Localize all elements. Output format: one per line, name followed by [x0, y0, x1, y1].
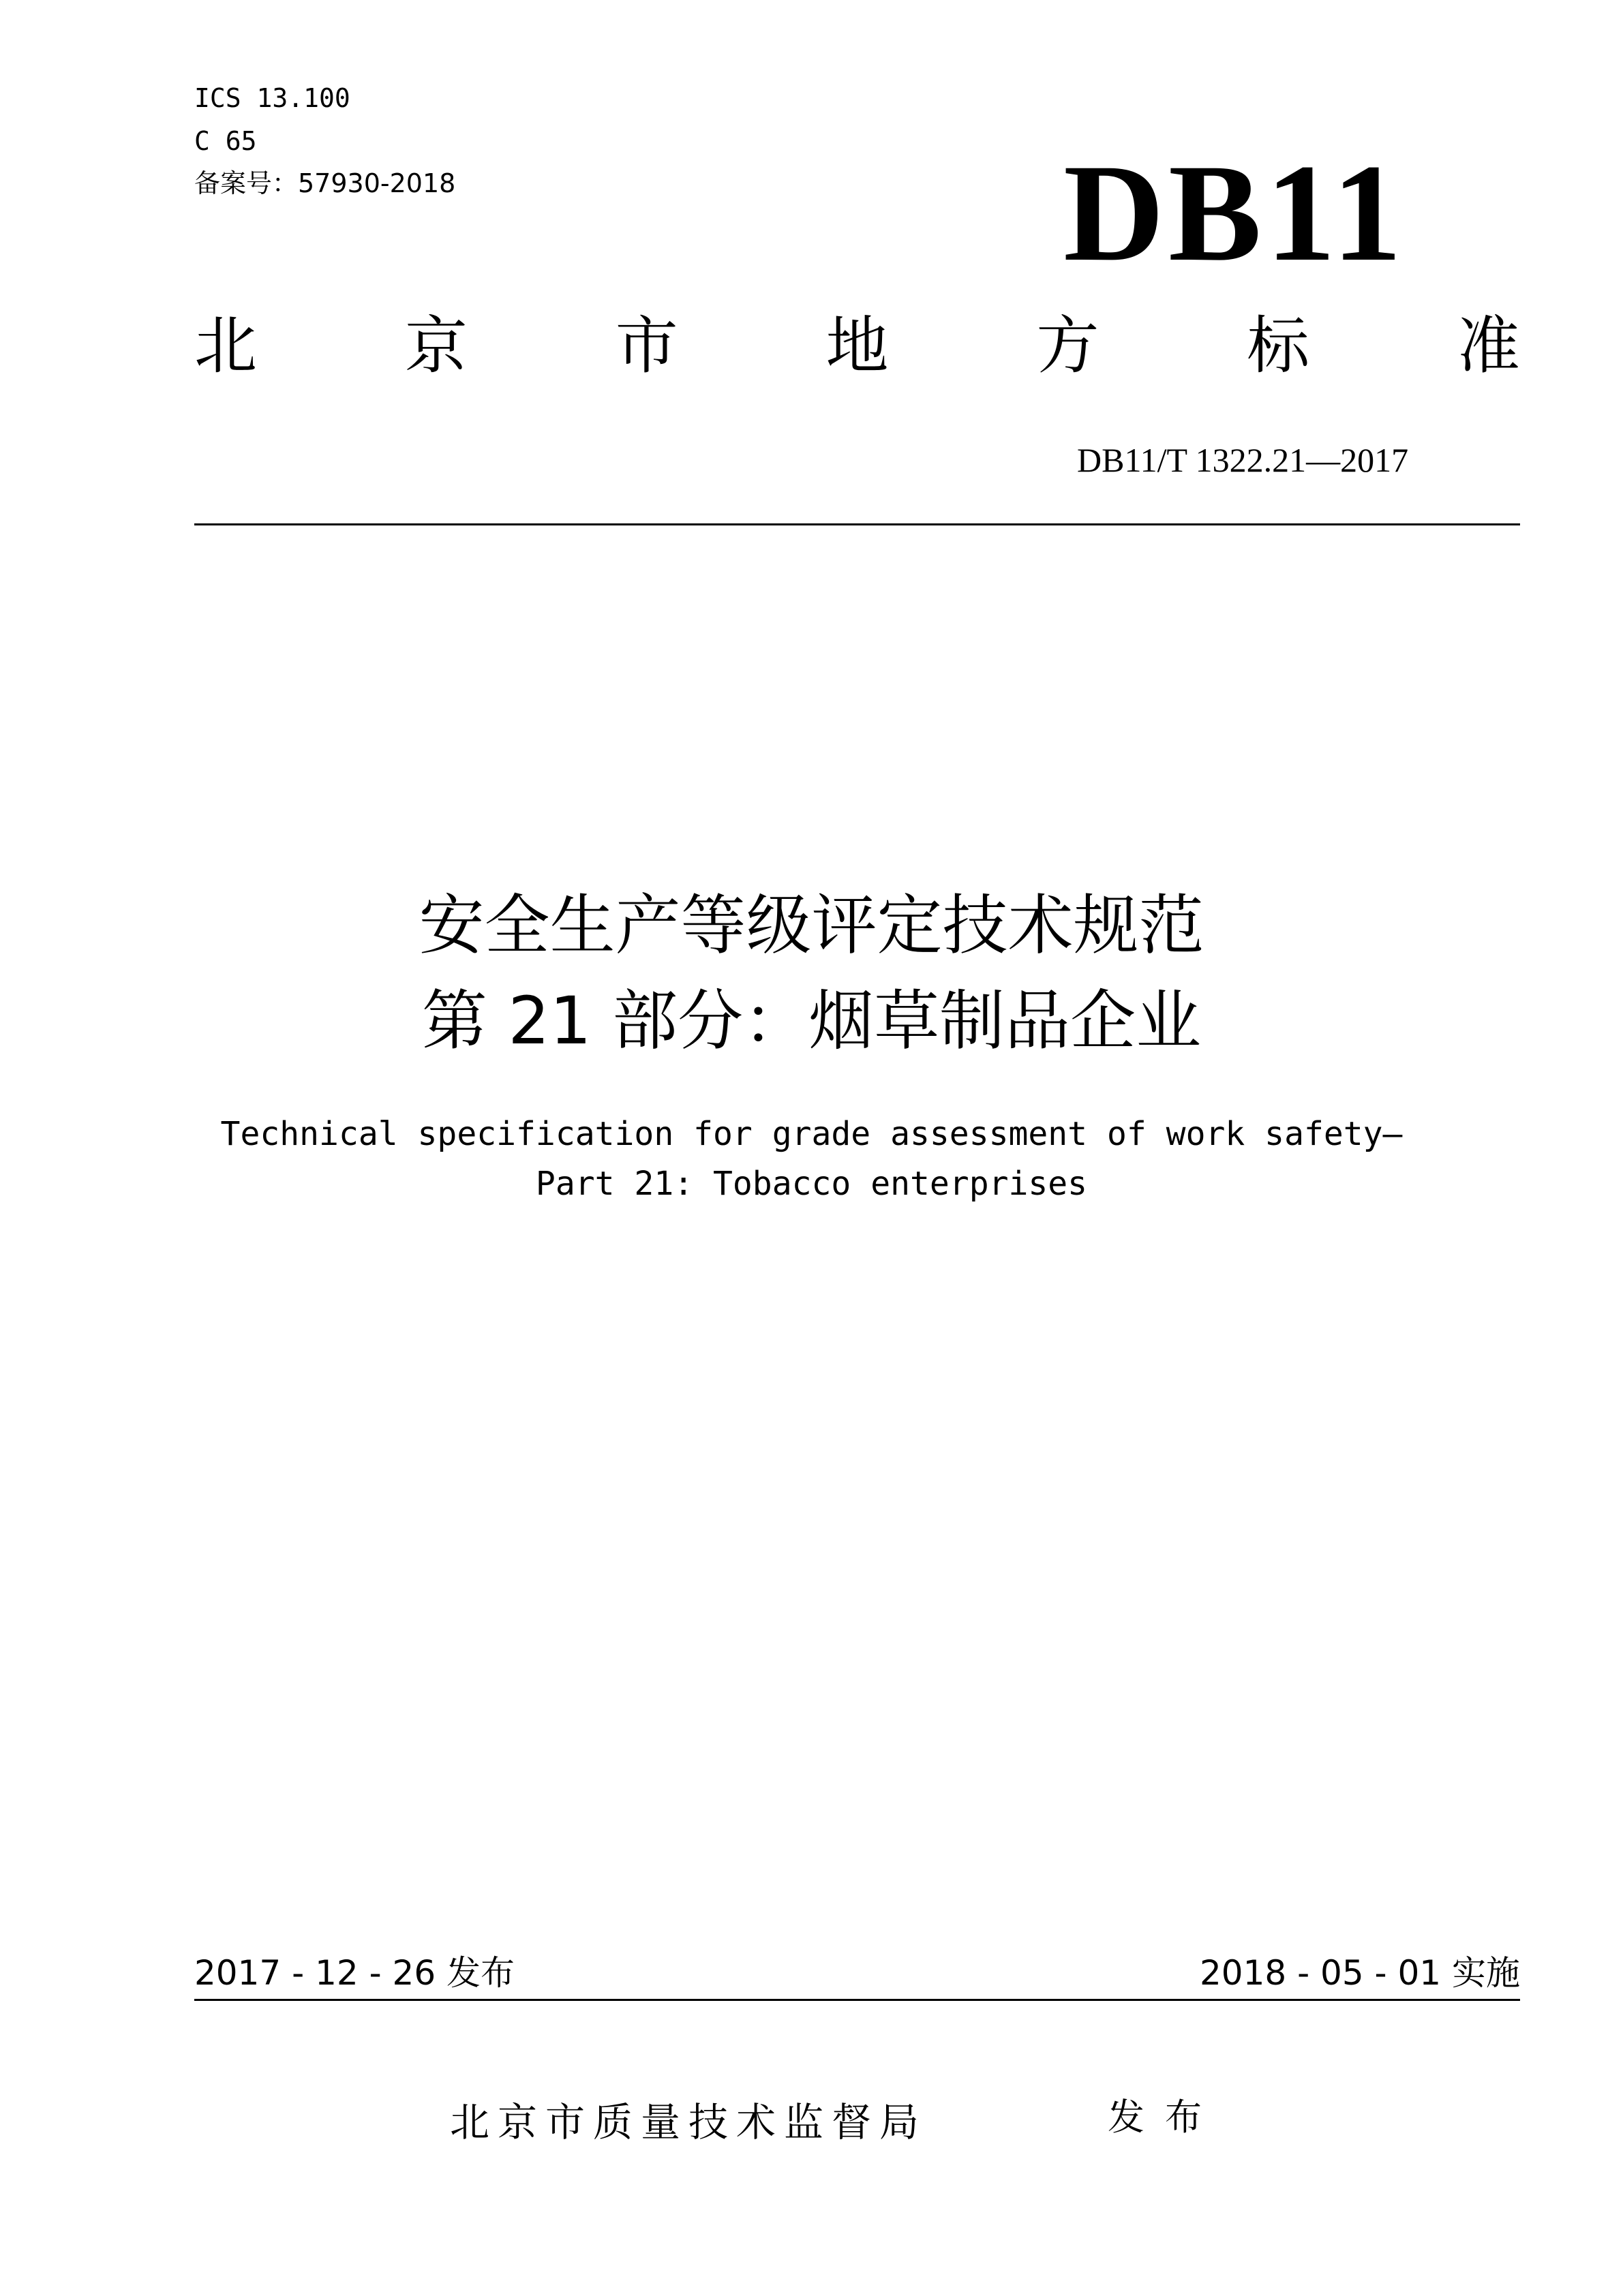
ccs-code: C 65 [194, 126, 257, 156]
title-cn-line-1: 安全生产等级评定技术规范 [419, 887, 1204, 964]
standard-type-char: 京 [404, 309, 468, 382]
header-divider [194, 523, 1520, 525]
standard-type-char: 地 [825, 309, 889, 382]
standard-number: DB11/T 1322.21—2017 [1077, 441, 1409, 479]
ics-code: ICS 13.100 [194, 83, 350, 113]
title-en-line-2: Part 21: Tobacco enterprises [535, 1165, 1088, 1203]
standard-type-heading [194, 309, 1520, 382]
footer-divider [194, 1999, 1520, 2001]
issuing-authority: 北京市质量技术监督局 [450, 2099, 928, 2145]
standard-type-char: 方 [1036, 309, 1099, 382]
title-cn-line-2: 第 21 部分：烟草制品企业 [421, 983, 1202, 1059]
standard-type-char: 北 [194, 309, 258, 382]
implementation-date: 2018 - 05 - 01 实施 [1199, 1953, 1520, 1993]
issue-label: 发布 [1108, 2096, 1222, 2139]
title-en-line-1: Technical specification for grade assessment of work safety— [220, 1115, 1403, 1153]
standard-type-char: 准 [1457, 309, 1520, 382]
filing-number: 备案号：57930-2018 [194, 168, 456, 198]
standard-type-char: 市 [615, 309, 678, 382]
standard-type-char: 标 [1247, 309, 1310, 382]
issue-date: 2017 - 12 - 26 发布 [194, 1953, 515, 1993]
db11-logo: DB11 [1063, 136, 1406, 290]
